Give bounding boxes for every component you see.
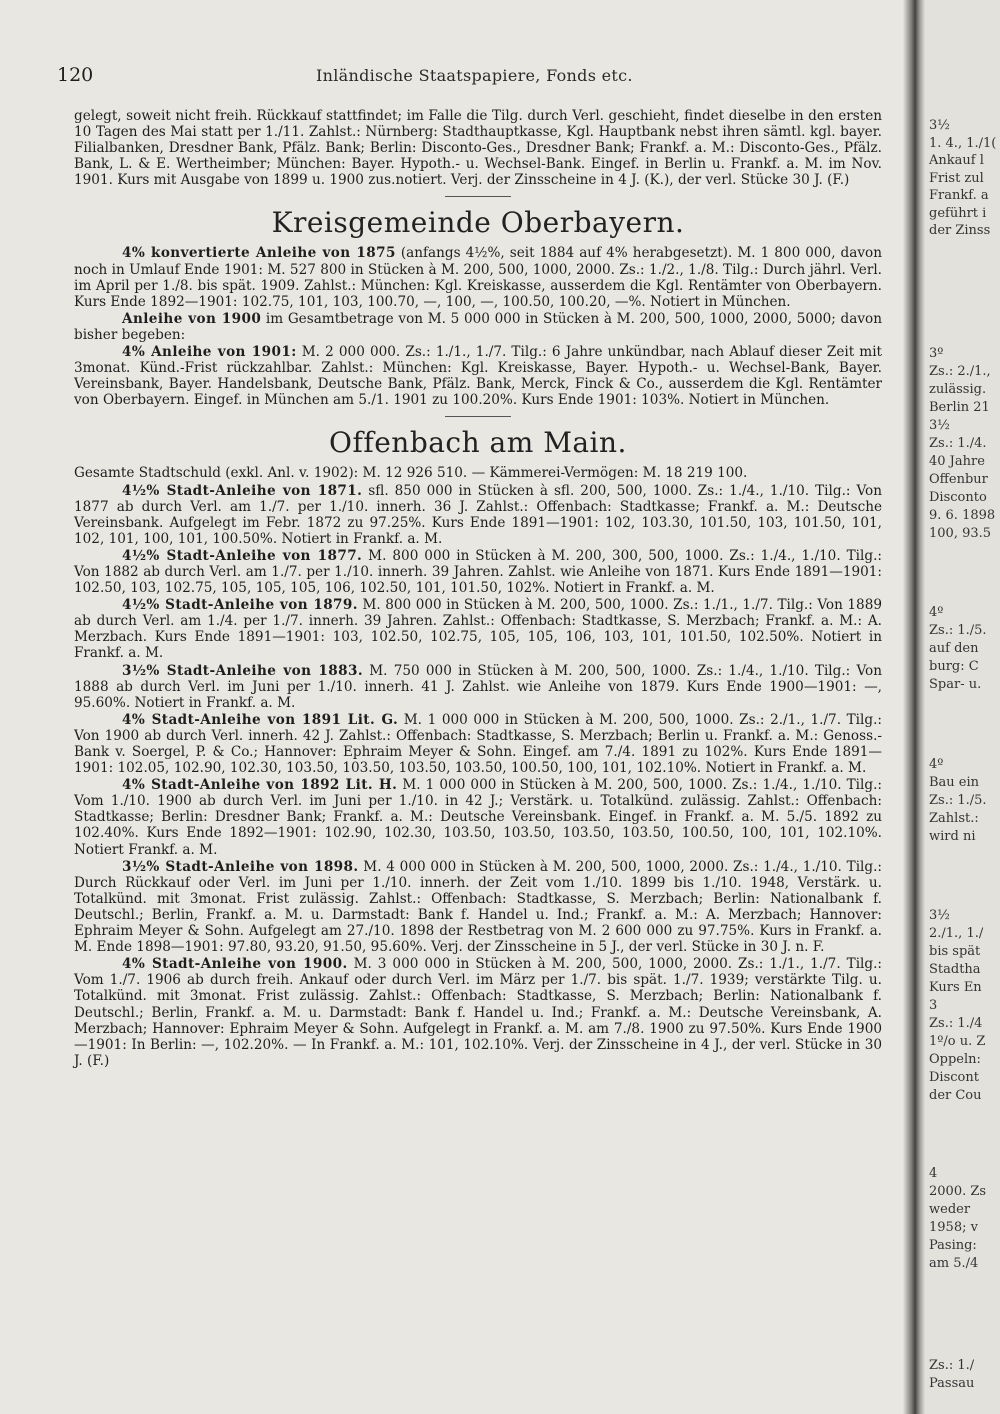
entry-heading: 4% Stadt-Anleihe von 1900. (122, 956, 348, 973)
entry-heading: 4½% Stadt-Anleihe von 1871. (122, 482, 363, 499)
adjacent-page-line: Kurs En (929, 980, 982, 995)
entry-offenbach-1892 (74, 777, 882, 857)
adjacent-page-line: 1. 4., 1./1( (929, 136, 997, 151)
adjacent-page-line: weder (929, 1202, 971, 1217)
adjacent-page-line: Frankf. a (929, 188, 989, 203)
adjacent-page-line: wird ni (929, 829, 976, 844)
adjacent-page-line: Stadtha (929, 962, 981, 977)
adjacent-page-line: Passau (929, 1376, 975, 1391)
main-column (74, 108, 882, 1070)
entry-text: sfl. 850 000 in Stücken à sfl. 200, 500, 1000. Zs.: 1./4., 1./10. Tilg.: Von 1877 ab durch Verl. am 1./7. per 1./10. innerh. 36 J. Zahlst.: Offenbach: Stadtkasse; Frankf. a. M.: Deutsche Vereinsbank. Aufgelegt im Febr. 1872 zu 97.25%. Kurs Ende 1891—1901: 102, 103.30, 101.50, 103, 101.50, 101, 102, 101, 100, 101, 100.50%. Notiert in Frankf. a. M. (74, 482, 882, 547)
entry-oberbayern-1901 (74, 344, 882, 408)
entry-text: im Gesamtbetrage von M. 5 000 000 in Stücken à M. 200, 500, 1000, 2000, 5000; davon bisher begeben: (74, 310, 882, 343)
adjacent-page-line: bis spät (929, 944, 981, 959)
adjacent-page-line: 40 Jahre (929, 454, 985, 469)
page-gutter-shadow (903, 0, 925, 1414)
adjacent-page-line: 3 (929, 998, 938, 1013)
adjacent-page-line: Berlin 21 (929, 400, 990, 415)
adjacent-page-line: Ankauf l (929, 153, 984, 168)
adjacent-page-line: geführt i (929, 206, 987, 221)
adjacent-page-line: 1º/o u. Z (929, 1034, 986, 1049)
adjacent-page-line: der Zinss (929, 223, 991, 238)
adjacent-page-line: Frist zul (929, 171, 984, 186)
entry-text: M. 4 000 000 in Stücken à M. 200, 500, 1000, 2000. Zs.: 1./4., 1./10. Tilg.: Durch Rückkauf oder Verl. im Juni per 1./10. innerh. der Zeit vom 1./10. 1899 bis 1./10. 1948, Verstärk. u. Totalkünd. mit 3monat. Frist zulässig. Zahlst.: Offenbach: Stadtkasse, S. Merzbach; Berlin: Nationalbank f. Deutschl.; Berlin, Frankf. a. M. u. Darmstadt: Bank f. Handel u. Ind.; Frankf. a. M.: A. Merzbach; Hannover: Ephraim Meyer & Sohn. Aufgelegt am 27./10. 1898 der Restbetrag von M. 2 600 000 zu 97.75%. Kurs in Frankf. a. M. Ende 1898—1901: 97.80, 93.20, 91.50, 95.60%. Verj. der Zinsscheine in 5 J., der verl. Stücke in 30 J. n. F. (74, 858, 882, 956)
entry-text: M. 3 000 000 in Stücken à M. 200, 500, 1000, 2000. Zs.: 1./1., 1./7. Tilg.: Vom 1./7. 1906 ab durch freih. Ankauf oder durch Verl. im März per 1./7. bis spät. 1./7. 1939; verstärkte Tilg. u. Totalkünd. mit 3monat. Frist zulässig. Zahlst.: Offenbach: Stadtkasse, S. Merzbach; Berlin: Nationalbank f. Deutschl.; Berlin, Frankf. a. M. u. Darmstadt: Bank f. Handel u. Ind.; Frankf. a. M.: Deutsche Vereinsbank, A. Merzbach; Hannover: Ephraim Meyer & Sohn. Aufgelegt in Frankf. a. M. am 7./8. 1900 zu 97.50%. Kurs Ende 1900—1901: In Berlin: —, 102.20%. — In Frankf. a. M.: 101, 102.10%. Verj. der Zinsscheine in 4 J., der verl. Stücke in 30 J. (F.) (74, 956, 882, 1069)
adjacent-page-line: 4º (929, 605, 944, 620)
adjacent-page-line: am 5./4 (929, 1256, 979, 1271)
adjacent-page-line: 3½ (929, 418, 950, 433)
entry-heading: 3½% Stadt-Anleihe von 1898. (122, 858, 359, 875)
adjacent-page-fragment (926, 0, 1000, 1414)
adjacent-page-line: 1958; v (929, 1220, 978, 1235)
adjacent-page-line: Zs.: 1./4. (929, 436, 987, 451)
entry-text: M. 750 000 in Stücken à M. 200, 500, 1000. Zs.: 1./4., 1./10. Tilg.: Von 1888 ab durch Verl. im Juni per 1./10. innerh. 41 J. Zahlst. wie Anleihe von 1879. Kurs Ende 1900—1901: —, 95.60%. Notiert in Frankf. a. M. (74, 662, 882, 711)
adjacent-page-line: Discont (929, 1070, 979, 1085)
adjacent-page-line: 4 (929, 1166, 938, 1181)
entry-offenbach-1883 (74, 663, 882, 711)
adjacent-page-line: Pasing: (929, 1238, 977, 1253)
entry-oberbayern-1875 (74, 245, 882, 309)
entry-heading: 4% Stadt-Anleihe von 1892 Lit. H. (122, 777, 398, 794)
entry-offenbach-1877 (74, 548, 882, 596)
entry-offenbach-1900 (74, 956, 882, 1069)
adjacent-page-line: 3½ (929, 908, 950, 923)
section-title-oberbayern: Kreisgemeinde Oberbayern. (271, 206, 685, 240)
adjacent-page-line: Bau ein (929, 775, 980, 790)
adjacent-page-line: 4º (929, 757, 944, 772)
entry-text: M. 800 000 in Stücken à M. 200, 300, 500, 1000. Zs.: 1./4., 1./10. Tilg.: Von 1882 ab durch Verl. am 1./7. per 1./10. innerh. 39 Jahren. Zahlst. wie Anleihe von 1871. Kurs Ende 1891—1901: 102.50, 103, 102.75, 105, 105, 105, 106, 102.50, 101, 101.50, 102%. Notiert in Frankf. a. M. (74, 547, 882, 597)
entry-heading: 4½% Stadt-Anleihe von 1879. (122, 597, 358, 614)
entry-text: (anfangs 4½%, seit 1884 auf 4% herabgesetzt). M. 1 800 000, davon noch in Umlauf Ende 1901: M. 527 800 in Stücken à M. 200, 500, 1000, 2000. Zs.: 1./2., 1./8. Tilg.: Durch jährl. Verl. im April per 1./8. bis spät. 1909. Zahlst.: München: Kgl. Kreiskasse, ausserdem die Kgl. Rentämter von Oberbayern. Kurs Ende 1892—1901: 102.75, 101, 103, 100.70, —, 100, —, 100.50, 100.20, —%. Notiert in München. (74, 245, 882, 310)
running-title: Inländische Staatspapiere, Fonds etc. (316, 66, 633, 85)
adjacent-page-line: zulässig. (929, 382, 987, 397)
adjacent-page-line: Spar- u. (929, 677, 982, 692)
adjacent-page-line: Oppeln: (929, 1052, 981, 1067)
adjacent-page-line: Offenbur (929, 472, 988, 487)
adjacent-page-line: Zahlst.: (929, 811, 979, 826)
adjacent-page-line: 9. 6. 1898 (929, 508, 996, 523)
page-number: 120 (57, 64, 94, 86)
adjacent-page-line: 2./1., 1./ (929, 926, 984, 941)
adjacent-page-line: Zs.: 1./5. (929, 623, 987, 638)
adjacent-page-line: 3½ (929, 118, 950, 133)
adjacent-page-line: Zs.: 2./1., (929, 364, 991, 379)
adjacent-page-line: auf den (929, 641, 979, 656)
adjacent-page-line: Zs.: 1./5. (929, 793, 987, 808)
entry-oberbayern-1900 (74, 311, 882, 343)
adjacent-page-line: der Cou (929, 1088, 982, 1103)
entry-text: M. 2 000 000. Zs.: 1./1., 1./7. Tilg.: 6 Jahre unkündbar, nach Ablauf dieser Zeit mit 3monat. Künd.-Frist rückzahlbar. Zahlst.: München: Kgl. Kreiskasse, Bayer. Hypoth.- u. Wechsel-Bank, Bayer. Vereinsbank, Bayer. Handelsbank, Deutsche Bank, Pfälz. Bank, Merck, Finck & Co., ausserdem die Kgl. Rentämter von Oberbayern. Eingef. in München am 5./1. 1901 zu 100.20%. Kurs Ende 1901: 103%. Notiert in München. (74, 344, 882, 409)
section-title-offenbach: Offenbach am Main. (329, 426, 627, 460)
entry-heading: 4% konvertierte Anleihe von 1875 (122, 245, 396, 262)
entry-heading: 4% Stadt-Anleihe von 1891 Lit. G. (122, 711, 399, 728)
entry-offenbach-1898 (74, 859, 882, 956)
entry-offenbach-1879 (74, 597, 882, 661)
entry-heading: 4½% Stadt-Anleihe von 1877. (122, 547, 363, 564)
entry-heading: Anleihe von 1900 (122, 310, 262, 327)
entry-text: M. 1 000 000 in Stücken à M. 200, 500, 1000. Zs.: 2./1., 1./7. Tilg.: Von 1900 ab durch Verl. innerh. 42 J. Zahlst.: Offenbach: Stadtkasse, S. Merzbach; Berlin u. Frankf. a. M.: Genoss.-Bank v. Soergel, P. & Co.; Hannover: Ephraim Meyer & Sohn. Eingef. am 7./4. 1891 zu 102%. Kurs Ende 1891—1901: 102.05, 102.90, 102.30, 103.50, 103.50, 103.50, 103.50, 100.50, 100, 101, 102.10%. Notiert in Frankf. a. M. (74, 711, 882, 777)
section-divider (445, 416, 511, 417)
offenbach-summary: Gesamte Stadtschuld (exkl. Anl. v. 1902): M. 12 926 510. — Kämmerei-Vermögen: M. 18 219 100. (74, 465, 748, 482)
intro-paragraph: gelegt, soweit nicht freih. Rückkauf stattfindet; im Falle die Tilg. durch Verl. geschieht, findet dieselbe in den ersten 10 Tagen des Mai statt per 1./11. Zahlst.: Nürnberg: Stadthauptkasse, Kgl. Hauptbank nebst ihren sämtl. kgl. bayer. Filialbanken, Dresdner Bank, Pfälz. Bank; Berlin: Disconto-Ges., Dresdner Bank; Frankf. a. M.: Disconto-Ges., Pfälz. Bank, L. & E. Wertheimber; München: Bayer. Hypoth.- u. Wechsel-Bank. Eingef. in Berlin u. Frankf. a. M. im Nov. 1901. Kurs mit Ausgabe von 1899 u. 1900 zus.notiert. Verj. der Zinsscheine in 4 J. (K.), der verl. Stücke 30 J. (F.) (74, 108, 882, 189)
adjacent-page-line: Disconto (929, 490, 987, 505)
entry-offenbach-1871 (74, 483, 882, 547)
section-divider (445, 196, 511, 197)
adjacent-page-line: Zs.: 1./ (929, 1358, 975, 1373)
adjacent-page-line: Zs.: 1./4 (929, 1016, 983, 1031)
adjacent-page-line: 100, 93.5 (929, 526, 992, 541)
entry-heading: 4% Anleihe von 1901: (122, 344, 297, 361)
entry-text: M. 800 000 in Stücken à M. 200, 500, 1000. Zs.: 1./1., 1./7. Tilg.: Von 1889 ab durch Verl. am 1./4. per 1./7. innerh. 39 Jahren. Zahlst.: Offenbach: Stadtkasse, S. Merzbach; Frankf. a. M.: A. Merzbach. Kurs Ende 1891—1901: 103, 102.50, 102.75, 105, 105, 106, 103, 101, 101.50, 102.50%. Notiert in Frankf. a. M. (74, 597, 882, 662)
entry-text: M. 1 000 000 in Stücken à M. 200, 500, 1000. Zs.: 1./4., 1./10. Tilg.: Vom 1./10. 1900 ab durch Verl. im Juni per 1./10. in 42 J.; Verstärk. u. Totalkünd. zulässig. Zahlst.: Offenbach: Stadtkasse; Berlin: Dresdner Bank; Frankf. a. M.: Deutsche Vereinsbank. Eingef. in Frankf. a. M. 5./5. 1892 zu 102.40%. Kurs Ende 1892—1901: 102.90, 102.30, 103.50, 103.50, 103.50, 103.50, 100.50, 100, 101, 102.10%. Notiert Frankf. a. M. (74, 777, 882, 858)
adjacent-page-line: 2000. Zs (929, 1184, 987, 1199)
entry-heading: 3½% Stadt-Anleihe von 1883. (122, 662, 363, 679)
adjacent-page-line: 3º (929, 346, 944, 361)
adjacent-page-line: burg: C (929, 659, 979, 674)
entry-offenbach-1891 (74, 712, 882, 776)
